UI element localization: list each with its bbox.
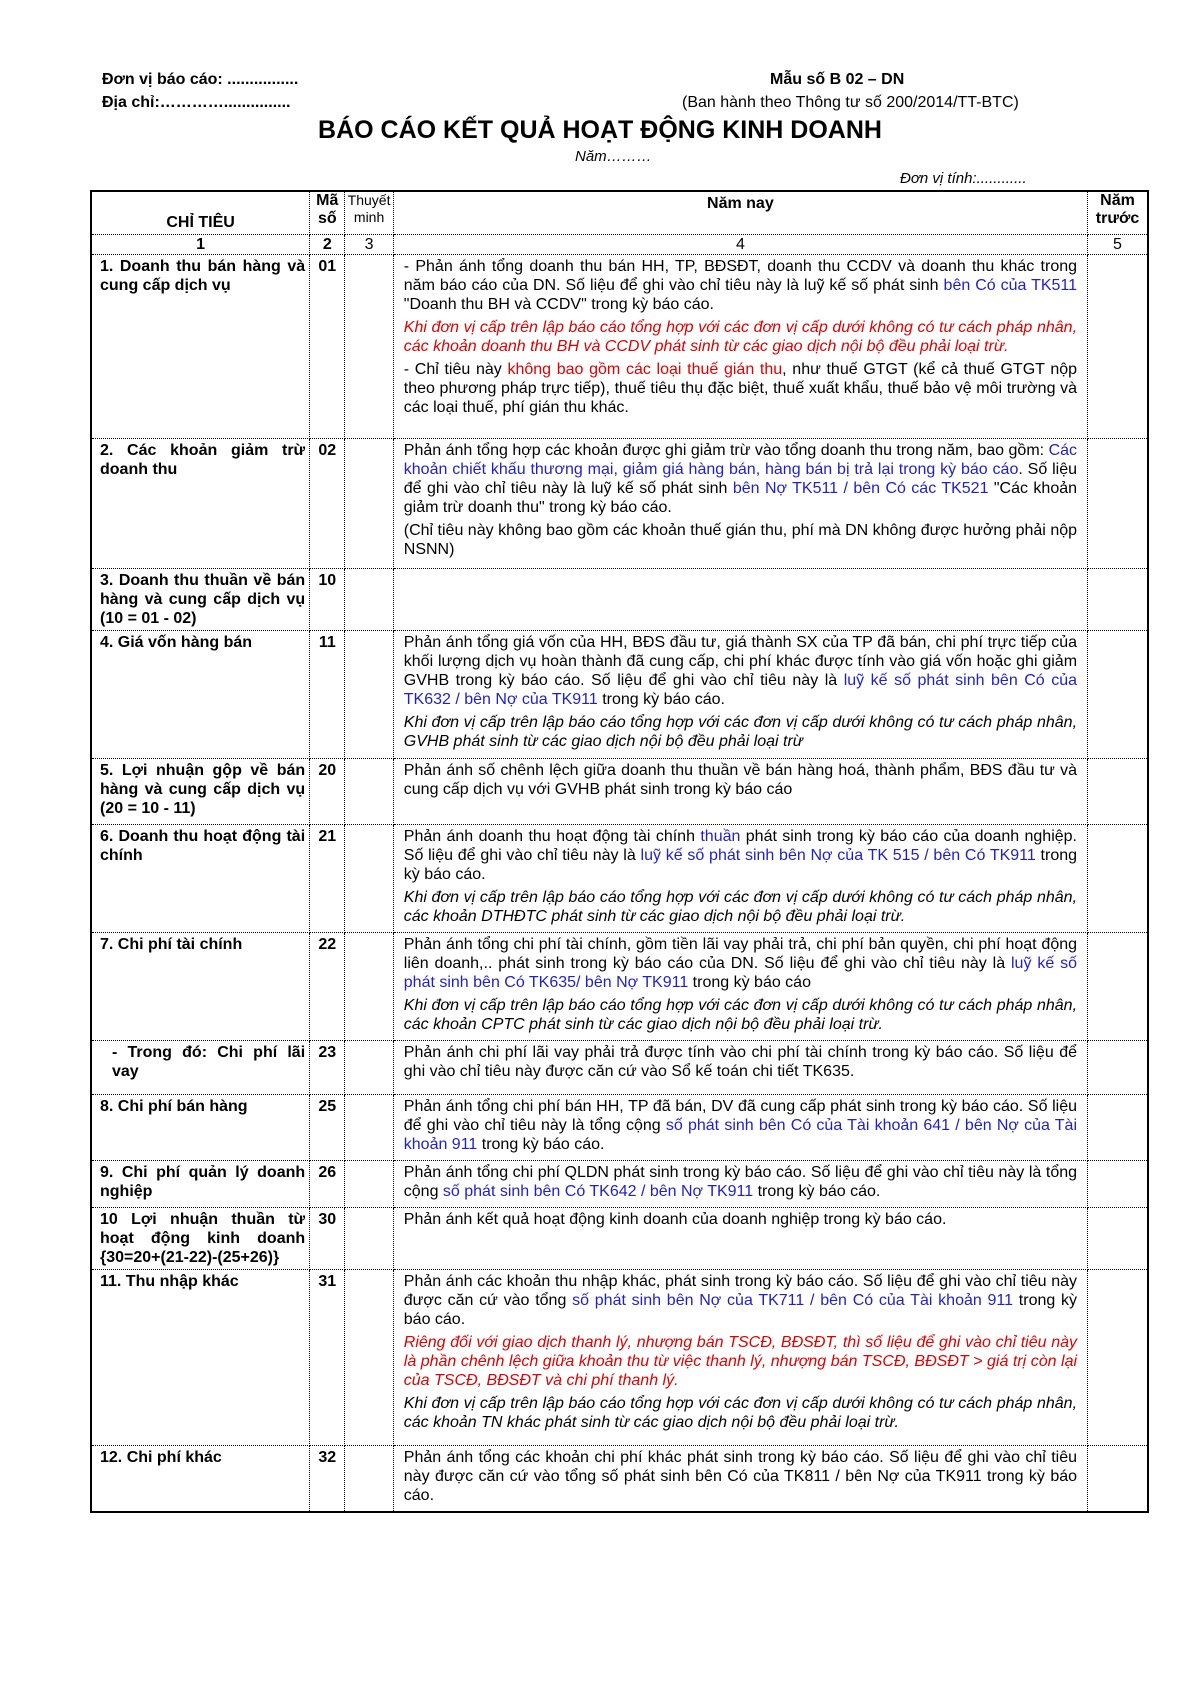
description-paragraph <box>404 713 1077 751</box>
description-text: Phản ánh các khoản thu nhập khác, phát sinh trong kỳ báo cáo. Số liệu để ghi vào chỉ tiêu này được căn cứ vào tổng <box>403 1273 1078 1309</box>
description-text: Phản ánh tổng các khoản chi phí khác phát sinh trong kỳ báo cáo. Số liệu để ghi vào chỉ tiêu này được căn cứ vào tổng số phát sinh bên Có của TK811 / bên Nợ của TK911 trong kỳ báo cáo. <box>403 1449 1078 1504</box>
col-number-5: 5 <box>1088 235 1148 255</box>
note-cell <box>345 759 393 825</box>
prior-year-cell <box>1088 1446 1148 1513</box>
indicator-name: 5. Lợi nhuận gộp về bán hàng và cung cấp dịch vụ (20 = 10 - 11) <box>91 759 310 825</box>
this-year-description <box>393 1270 1087 1446</box>
note-cell <box>345 1095 393 1161</box>
col-header-code: Mã số <box>310 191 345 235</box>
description-text: Phản ánh tổng chi phí QLDN phát sinh trong kỳ báo cáo. Số liệu để ghi vào chỉ tiêu này là tổng cộng <box>403 1164 1078 1200</box>
col-number-1: 1 <box>91 235 310 255</box>
indicator-code: 10 <box>310 569 345 631</box>
note-cell <box>345 255 393 439</box>
col-header-prior-year: Năm trước <box>1088 191 1148 235</box>
prior-year-cell <box>1088 759 1148 825</box>
prior-year-cell <box>1088 1208 1148 1270</box>
col-header-indicator: CHỈ TIÊU <box>91 191 310 235</box>
description-paragraph <box>404 257 1077 314</box>
address-label: Địa chỉ:…………............... <box>102 94 291 111</box>
description-text: "Doanh thu BH và CCDV" trong kỳ báo cáo. <box>403 296 714 313</box>
description-text: Các khoản chiết khấu thương mại, giảm giá hàng bán, hàng bán bị trả lại trong kỳ báo cáo <box>403 442 1078 478</box>
description-paragraph <box>404 1163 1077 1201</box>
description-paragraph <box>404 1448 1077 1505</box>
indicator-name: 8. Chi phí bán hàng <box>91 1095 310 1161</box>
table-row <box>91 255 1148 439</box>
issued-under: (Ban hành theo Thông tư số 200/2014/TT-BTC) <box>682 94 1019 111</box>
this-year-description <box>393 1041 1087 1095</box>
description-text: số phát sinh bên Có TK642 / bên Nợ TK911 <box>442 1183 754 1200</box>
note-cell <box>345 631 393 759</box>
table-row <box>91 1208 1148 1270</box>
indicator-code: 23 <box>310 1041 345 1095</box>
indicator-name: 2. Các khoản giảm trừ doanh thu <box>91 439 310 569</box>
prior-year-cell <box>1088 631 1148 759</box>
description-text: - Phản ánh tổng doanh thu bán HH, TP, BĐSĐT, doanh thu CCDV và doanh thu khác trong năm báo cáo của DN. Số liệu để ghi vào chỉ tiêu này là luỹ kế số phát sinh <box>403 258 1078 294</box>
description-text: Phản ánh kết quả hoạt động kinh doanh của doanh nghiệp trong kỳ báo cáo. <box>403 1211 947 1228</box>
table-row <box>91 1446 1148 1513</box>
description-text: - Chỉ tiêu này <box>403 361 508 378</box>
this-year-description <box>393 569 1087 631</box>
prior-year-cell <box>1088 1095 1148 1161</box>
table-row <box>91 631 1148 759</box>
description-paragraph <box>404 935 1077 992</box>
description-text: trong kỳ báo cáo <box>688 974 811 991</box>
description-text: Phản ánh tổng chi phí bán HH, TP đã bán, DV đã cung cấp phát sinh trong kỳ báo cáo. Số liệu để ghi vào chỉ tiêu này là tổng cộng <box>403 1098 1078 1134</box>
table-row <box>91 1041 1148 1095</box>
description-text: bên Có của TK511 <box>943 277 1078 294</box>
prior-year-cell <box>1088 933 1148 1041</box>
note-cell <box>345 569 393 631</box>
note-cell <box>345 1161 393 1208</box>
description-paragraph <box>404 1333 1077 1390</box>
indicator-code: 01 <box>310 255 345 439</box>
table-row <box>91 439 1148 569</box>
description-text: trong kỳ báo cáo. <box>753 1183 881 1200</box>
note-cell <box>345 1446 393 1513</box>
description-paragraph <box>404 360 1077 417</box>
description-text: số phát sinh bên Nợ của TK711 / bên Có của Tài khoản 911 <box>572 1292 1014 1309</box>
description-paragraph <box>404 1272 1077 1329</box>
this-year-description <box>393 255 1087 439</box>
description-text: phát sinh trong kỳ báo cáo của doanh nghiệp. Số liệu để ghi vào chỉ tiêu này là <box>403 828 1078 864</box>
indicator-name: 6. Doanh thu hoạt động tài chính <box>91 825 310 933</box>
description-paragraph <box>404 441 1077 517</box>
this-year-description <box>393 825 1087 933</box>
indicator-name: 9. Chi phí quản lý doanh nghiệp <box>91 1161 310 1208</box>
description-text: trong kỳ báo cáo. <box>597 691 725 708</box>
col-number-2: 2 <box>310 235 345 255</box>
description-text: Riêng đối với giao dịch thanh lý, nhượng bán TSCĐ, BĐSĐT, thì số liệu để ghi vào chỉ tiêu này là phần chênh lệch giữa khoản thu từ việc thanh lý, nhượng bán TSCĐ, BĐSĐT > giá trị còn lại của TSCĐ, BĐSĐT và chi phí thanh lý. <box>403 1334 1078 1389</box>
description-text: "Các khoản giảm trừ doanh thu" trong kỳ báo cáo. <box>403 480 1078 516</box>
note-cell <box>345 1208 393 1270</box>
income-statement-table <box>90 190 1149 1513</box>
description-text: trong kỳ báo cáo. <box>403 847 1078 883</box>
prior-year-cell <box>1088 255 1148 439</box>
description-text: Phản ánh tổng giá vốn của HH, BĐS đầu tư, giá thành SX của TP đã bán, chi phí trực tiếp của khối lượng dịch vụ hoàn thành đã cung cấp, chi phí khác được tính vào giá vốn hoặc ghi giảm GVHB trong kỳ báo cáo. Số liệu để ghi vào chỉ tiêu này là <box>403 634 1078 689</box>
note-cell <box>345 1041 393 1095</box>
prior-year-cell <box>1088 1041 1148 1095</box>
description-text: (Chỉ tiêu này không bao gồm các khoản thuế gián thu, phí mà DN không được hưởng phải nộp NSNN) <box>403 522 1078 558</box>
indicator-code: 32 <box>310 1446 345 1513</box>
reporting-unit-label: Đơn vị báo cáo: ................ <box>102 71 299 88</box>
col-header-this-year: Năm nay <box>393 191 1087 235</box>
indicator-name: 4. Giá vốn hàng bán <box>91 631 310 759</box>
report-title: BÁO CÁO KẾT QUẢ HOẠT ĐỘNG KINH DOANH <box>318 116 882 144</box>
description-text: Khi đơn vị cấp trên lập báo cáo tổng hợp với các đơn vị cấp dưới không có tư cách pháp nhân, các khoản TN khác phát sinh từ các giao dịch nội bộ đều phải loại trừ. <box>403 1395 1078 1431</box>
description-paragraph <box>404 888 1077 926</box>
col-number-3: 3 <box>345 235 393 255</box>
description-text: số phát sinh bên Có của Tài khoản 641 / bên Nợ của Tài khoản 911 <box>403 1117 1077 1153</box>
indicator-name: - Trong đó: Chi phí lãi vay <box>91 1041 310 1095</box>
description-text: Khi đơn vị cấp trên lập báo cáo tổng hợp với các đơn vị cấp dưới không có tư cách pháp nhân, GVHB phát sinh từ các giao dịch nội bộ đều phải loại trừ <box>403 714 1078 750</box>
indicator-code: 31 <box>310 1270 345 1446</box>
indicator-code: 22 <box>310 933 345 1041</box>
currency-unit: Đơn vị tính:............ <box>900 170 1027 187</box>
table-column-numbers <box>91 235 1148 255</box>
indicator-name: 1. Doanh thu bán hàng và cung cấp dịch vụ <box>91 255 310 439</box>
description-paragraph <box>404 1394 1077 1432</box>
description-text: , như thuế GTGT (kể cả thuế GTGT nộp theo phương pháp trực tiếp), thuế tiêu thụ đặc biệt, thuế xuất khẩu, thuế bảo vệ môi trường và các loại thuế, phí gián thu khác. <box>403 361 1078 416</box>
indicator-name: 12. Chi phí khác <box>91 1446 310 1513</box>
indicator-code: 25 <box>310 1095 345 1161</box>
this-year-description <box>393 631 1087 759</box>
prior-year-cell <box>1088 439 1148 569</box>
note-cell <box>345 1270 393 1446</box>
table-row <box>91 933 1148 1041</box>
this-year-description <box>393 1446 1087 1513</box>
table-row <box>91 1270 1148 1446</box>
description-text: Phản ánh chi phí lãi vay phải trả được tính vào chi phí tài chính trong kỳ báo cáo. Số liệu để ghi vào chỉ tiêu này được căn cứ vào Sổ kế toán chi tiết TK635. <box>403 1044 1078 1080</box>
this-year-description <box>393 1095 1087 1161</box>
prior-year-cell <box>1088 1270 1148 1446</box>
table-row <box>91 1161 1148 1208</box>
indicator-name: 10 Lợi nhuận thuần từ hoạt động kinh doanh {30=20+(21-22)-(25+26)} <box>91 1208 310 1270</box>
description-paragraph <box>404 996 1077 1034</box>
description-text: . Số liệu để ghi vào chỉ tiêu này là luỹ kế số phát sinh <box>403 461 1078 497</box>
note-cell <box>345 933 393 1041</box>
description-text: trong kỳ báo cáo. <box>477 1136 605 1153</box>
table-row <box>91 569 1148 631</box>
form-number: Mẫu số B 02 – DN <box>770 71 905 88</box>
description-paragraph <box>404 521 1077 559</box>
table-row <box>91 759 1148 825</box>
description-paragraph <box>404 633 1077 709</box>
description-text: bên Nợ TK511 / bên Có các TK521 <box>732 480 989 497</box>
report-year: Năm……… <box>575 148 652 165</box>
indicator-code: 21 <box>310 825 345 933</box>
this-year-description <box>393 759 1087 825</box>
indicator-code: 26 <box>310 1161 345 1208</box>
description-text: luỹ kế số phát sinh bên Có TK635/ bên Nợ TK911 <box>403 955 1078 991</box>
description-text: không bao gồm các loại thuế gián thu <box>507 361 783 378</box>
description-paragraph <box>404 761 1077 799</box>
description-text: Phản ánh doanh thu hoạt động tài chính <box>403 828 701 845</box>
description-text: Khi đơn vị cấp trên lập báo cáo tổng hợp với các đơn vị cấp dưới không có tư cách pháp nhân, các khoản DTHĐTC phát sinh từ các giao dịch nội bộ đều phải loại trừ. <box>403 889 1078 925</box>
description-paragraph <box>404 827 1077 884</box>
description-text: trong kỳ báo cáo. <box>403 1292 1078 1328</box>
description-text: Phản ánh tổng chi phí tài chính, gồm tiền lãi vay phải trả, chi phí bản quyền, chi phí hoạt động liên doanh,.. phát sinh trong kỳ báo cáo của DN. Số liệu để ghi vào chỉ tiêu này là <box>403 936 1078 972</box>
prior-year-cell <box>1088 825 1148 933</box>
prior-year-cell <box>1088 1161 1148 1208</box>
table-row <box>91 1095 1148 1161</box>
indicator-code: 20 <box>310 759 345 825</box>
description-text: thuần <box>700 828 741 845</box>
description-text: Khi đơn vị cấp trên lập báo cáo tổng hợp với các đơn vị cấp dưới không có tư cách pháp nhân, các khoản doanh thu BH và CCDV phát sinh từ các giao dịch nội bộ đều phải loại trừ. <box>403 319 1078 355</box>
indicator-name: 11. Thu nhập khác <box>91 1270 310 1446</box>
this-year-description <box>393 1161 1087 1208</box>
description-paragraph <box>404 318 1077 356</box>
note-cell <box>345 825 393 933</box>
indicator-code: 30 <box>310 1208 345 1270</box>
indicator-name: 3. Doanh thu thuần về bán hàng và cung cấp dịch vụ (10 = 01 - 02) <box>91 569 310 631</box>
indicator-code: 02 <box>310 439 345 569</box>
description-text: luỹ kế số phát sinh bên Nợ của TK 515 / bên Có TK911 <box>640 847 1036 864</box>
description-text: Phản ánh số chênh lệch giữa doanh thu thuần về bán hàng hoá, thành phẩm, BĐS đầu tư và cung cấp dịch vụ với GVHB phát sinh trong kỳ báo cáo <box>403 762 1078 798</box>
indicator-code: 11 <box>310 631 345 759</box>
table-row <box>91 825 1148 933</box>
description-text: Khi đơn vị cấp trên lập báo cáo tổng hợp với các đơn vị cấp dưới không có tư cách pháp nhân, các khoản CPTC phát sinh từ các giao dịch nội bộ đều phải loại trừ. <box>403 997 1078 1033</box>
description-text: Phản ánh tổng hợp các khoản được ghi giảm trừ vào tổng doanh thu trong năm, bao gồm: <box>403 442 1049 459</box>
description-paragraph <box>404 1210 1077 1229</box>
note-cell <box>345 439 393 569</box>
this-year-description <box>393 933 1087 1041</box>
this-year-description <box>393 439 1087 569</box>
this-year-description <box>393 1208 1087 1270</box>
table-header-row <box>91 191 1148 235</box>
indicator-name: 7. Chi phí tài chính <box>91 933 310 1041</box>
prior-year-cell <box>1088 569 1148 631</box>
description-paragraph <box>404 1043 1077 1081</box>
col-number-4: 4 <box>393 235 1087 255</box>
col-header-note: Thuyết minh <box>345 191 393 235</box>
description-text: luỹ kế số phát sinh bên Có của TK632 / bên Nợ của TK911 <box>403 672 1078 708</box>
description-paragraph <box>404 1097 1077 1154</box>
